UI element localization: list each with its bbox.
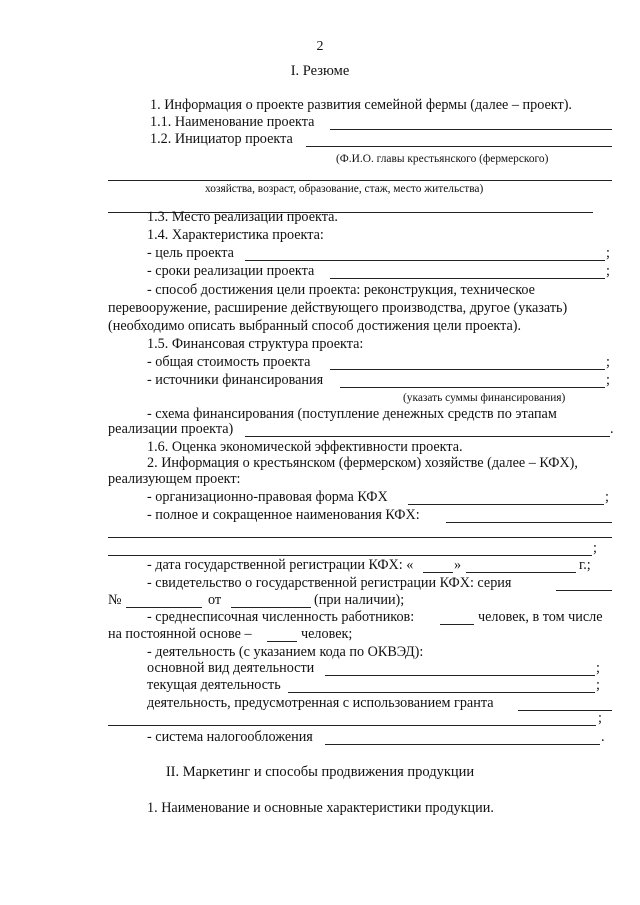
certificate-series-field[interactable] bbox=[556, 577, 612, 591]
semicolon: ; bbox=[598, 710, 602, 726]
staff-count-label: - среднесписочная численность работников: bbox=[147, 609, 415, 625]
staff-count-field[interactable] bbox=[440, 611, 474, 625]
project-terms-field[interactable] bbox=[330, 265, 605, 279]
certificate-label: - свидетельство о государственной регистрации КФХ: серия bbox=[147, 575, 512, 591]
current-activity-label: текущая деятельность bbox=[147, 677, 281, 693]
permanent-staff-suffix: человек; bbox=[301, 626, 353, 642]
method-line-3: (необходимо описать выбранный способ достижения цели проекта). bbox=[108, 318, 522, 334]
staff-count-suffix: человек, в том числе bbox=[478, 609, 603, 625]
section-2-item-1: 1. Наименование и основные характеристики продукции. bbox=[147, 800, 494, 816]
semicolon: ; bbox=[606, 372, 610, 388]
certificate-note: (при наличии); bbox=[314, 592, 405, 608]
quote-close: » bbox=[454, 557, 462, 573]
certificate-from-label: от bbox=[208, 592, 222, 608]
farm-names-field-line-2[interactable] bbox=[108, 524, 612, 538]
semicolon: ; bbox=[605, 489, 609, 505]
registration-day-field[interactable] bbox=[423, 559, 453, 573]
permanent-staff-field[interactable] bbox=[267, 628, 297, 642]
period: . bbox=[610, 421, 614, 437]
main-activity-label: основной вид деятельности bbox=[147, 660, 315, 676]
grant-activity-field[interactable] bbox=[518, 697, 612, 711]
semicolon: ; bbox=[593, 540, 597, 556]
item-1-5-finance-structure: 1.5. Финансовая структура проекта: bbox=[147, 336, 364, 352]
project-goal-field[interactable] bbox=[245, 247, 605, 261]
project-terms-label: - сроки реализации проекта bbox=[147, 263, 315, 279]
registration-month-year-field[interactable] bbox=[466, 559, 576, 573]
year-abbrev: г.; bbox=[579, 557, 591, 573]
tax-system-field[interactable] bbox=[325, 731, 600, 745]
item-2-farm-info-line-1: 2. Информация о крестьянском (фермерском) хозяйстве (далее – КФХ), bbox=[147, 455, 578, 471]
total-cost-label: - общая стоимость проекта bbox=[147, 354, 311, 370]
current-activity-field[interactable] bbox=[288, 679, 595, 693]
semicolon: ; bbox=[606, 245, 610, 261]
method-line-1: - способ достижения цели проекта: реконструкция, техническое bbox=[147, 282, 535, 298]
certificate-number-field[interactable] bbox=[126, 594, 202, 608]
hint-financing-sums: (указать суммы финансирования) bbox=[403, 392, 566, 404]
item-1-4-characteristics: 1.4. Характеристика проекта: bbox=[147, 227, 324, 243]
certificate-number-sign: № bbox=[108, 592, 122, 608]
activity-label: - деятельность (с указанием кода по ОКВЭД): bbox=[147, 644, 424, 660]
project-goal-label: - цель проекта bbox=[147, 245, 234, 261]
financing-scheme-line-2: реализации проекта) bbox=[108, 421, 234, 437]
method-line-2: перевооружение, расширение действующего производства, другое (указать) bbox=[108, 300, 568, 316]
grant-activity-field-line-2[interactable] bbox=[108, 712, 596, 726]
semicolon: ; bbox=[596, 677, 600, 693]
hint-fio-head: (Ф.И.О. главы крестьянского (фермерского) bbox=[336, 153, 549, 165]
financing-scheme-field[interactable] bbox=[245, 423, 610, 437]
permanent-staff-label: на постоянной основе – bbox=[108, 626, 252, 642]
hint-farm-details: хозяйства, возраст, образование, стаж, место жительства) bbox=[205, 183, 484, 195]
item-1-project-info: 1. Информация о проекте развития семейной фермы (далее – проект). bbox=[150, 97, 572, 113]
legal-form-field[interactable] bbox=[408, 491, 604, 505]
item-1-3-location: 1.3. Место реализации проекта. bbox=[147, 209, 338, 225]
certificate-date-field[interactable] bbox=[231, 594, 311, 608]
registration-date-label: - дата государственной регистрации КФХ: « bbox=[147, 557, 414, 573]
farm-names-field[interactable] bbox=[446, 509, 612, 523]
section-2-heading: II. Маркетинг и способы продвижения продукции bbox=[165, 764, 475, 780]
project-name-field[interactable] bbox=[330, 116, 612, 130]
initiator-field[interactable] bbox=[306, 133, 612, 147]
item-1-6-efficiency: 1.6. Оценка экономической эффективности проекта. bbox=[147, 439, 463, 455]
total-cost-field[interactable] bbox=[330, 356, 605, 370]
tax-system-label: - система налогообложения bbox=[147, 729, 313, 745]
farm-names-field-line-3[interactable] bbox=[108, 542, 592, 556]
section-1-heading: I. Резюме bbox=[290, 63, 350, 79]
initiator-field-line-2[interactable] bbox=[108, 167, 612, 181]
financing-sources-field[interactable] bbox=[340, 374, 605, 388]
semicolon: ; bbox=[606, 354, 610, 370]
grant-activity-label: деятельность, предусмотренная с использованием гранта bbox=[147, 695, 494, 711]
item-1-2-initiator: 1.2. Инициатор проекта bbox=[150, 131, 293, 147]
main-activity-field[interactable] bbox=[325, 662, 595, 676]
semicolon: ; bbox=[606, 263, 610, 279]
item-1-1-project-name: 1.1. Наименование проекта bbox=[150, 114, 315, 130]
semicolon: ; bbox=[596, 660, 600, 676]
page-number: 2 bbox=[316, 39, 324, 54]
item-2-farm-info-line-2: реализующем проект: bbox=[108, 471, 241, 487]
financing-scheme-line-1: - схема финансирования (поступление денежных средств по этапам bbox=[147, 406, 557, 422]
financing-sources-label: - источники финансирования bbox=[147, 372, 324, 388]
period: . bbox=[601, 729, 605, 745]
farm-names-label: - полное и сокращенное наименования КФХ: bbox=[147, 507, 420, 523]
legal-form-label: - организационно-правовая форма КФХ bbox=[147, 489, 388, 505]
